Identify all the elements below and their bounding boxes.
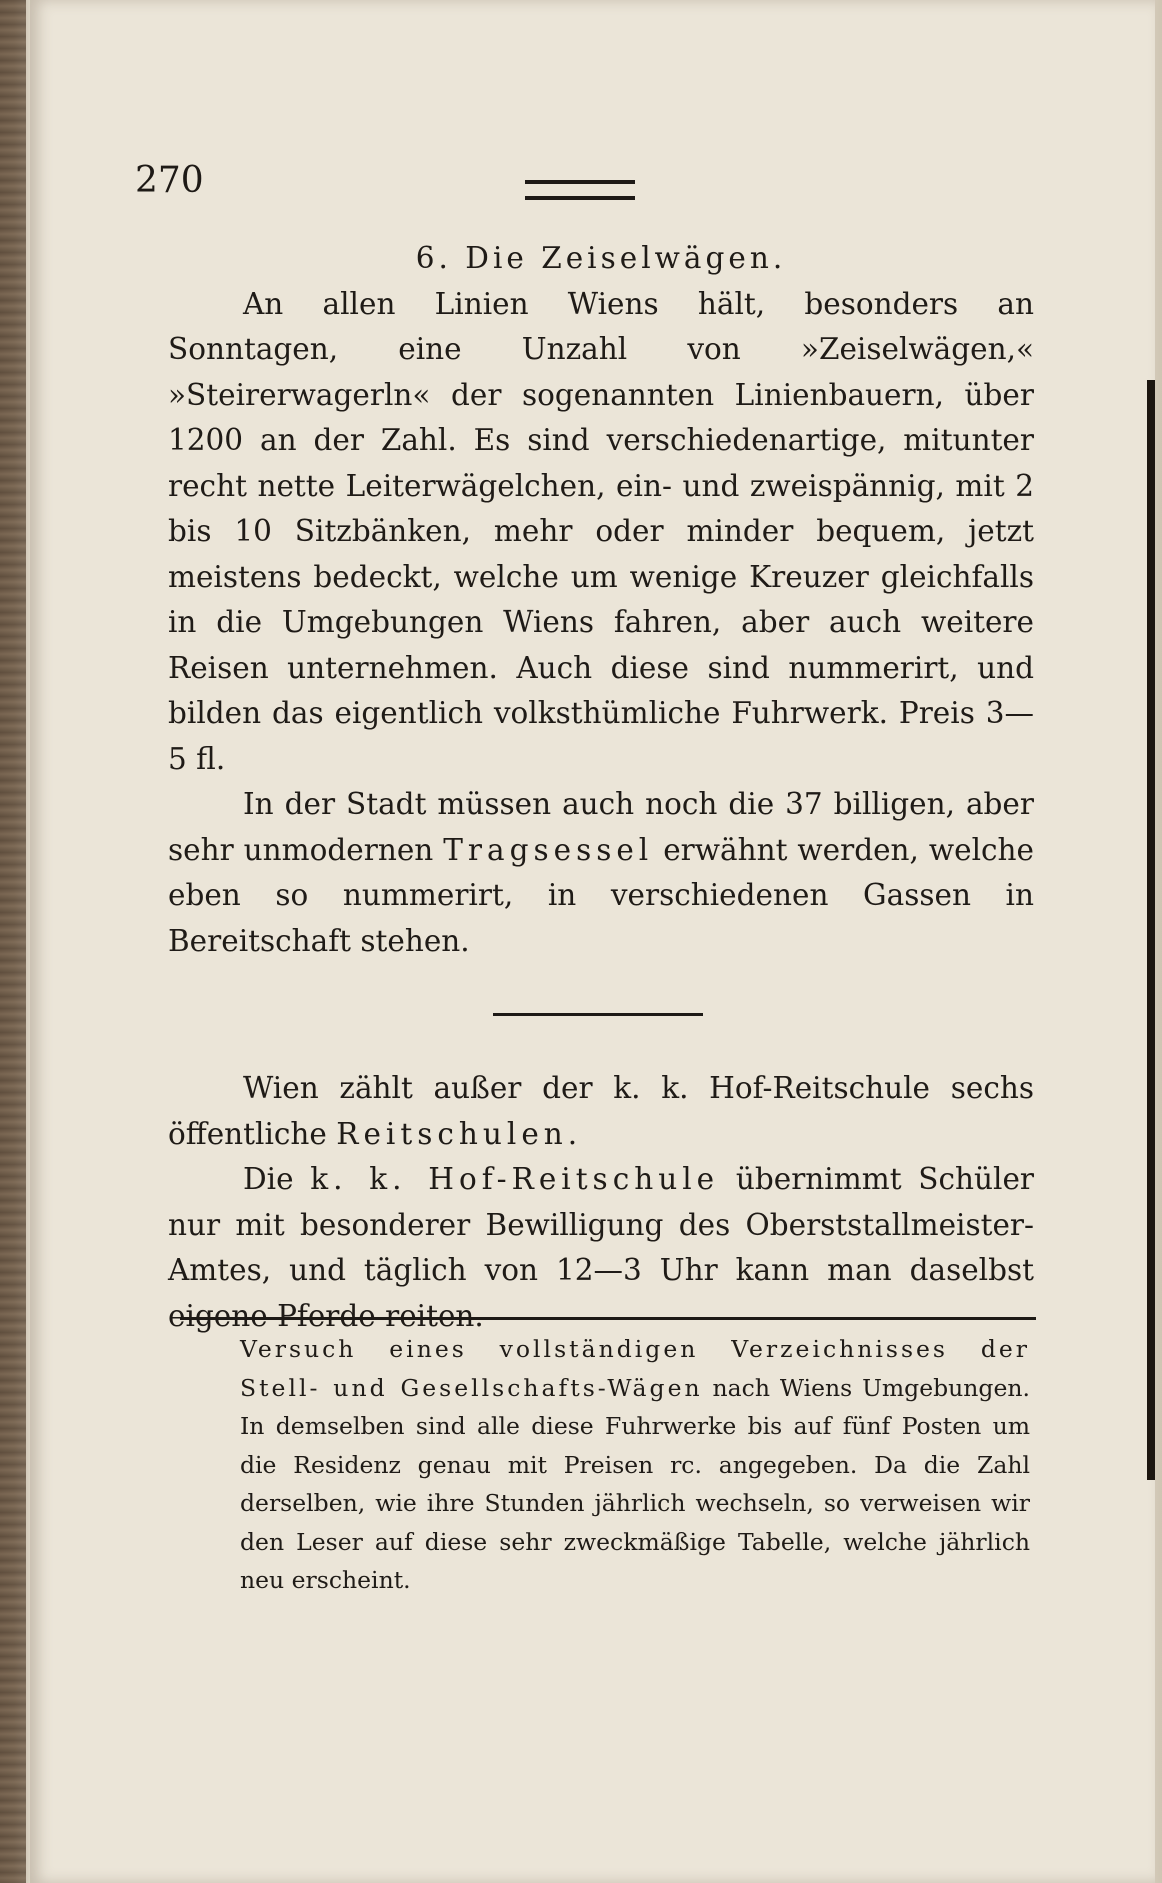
footnote-rule — [180, 1317, 1036, 1320]
paragraph-text-after: . — [567, 1116, 578, 1151]
paragraph-zeiselwaegen — [168, 282, 1034, 783]
paragraph-hof-reitschule — [168, 1157, 1034, 1339]
paragraph-text-before: Die — [243, 1162, 311, 1196]
spaced-term-tragsessel: Tragsessel — [443, 832, 654, 867]
spaced-term-reitschulen: Reitschulen — [336, 1116, 568, 1151]
paragraph-text: An allen Linien Wiens hält, besonders an Sonntagen, eine Unzahl von »Zeiselwägen,« »Steirerwagerln« der sogenannten Linienbauern, über 1200 an der Zahl. Es sind verschiedenartige, mitunter recht nette Leiterwägelchen, ein- und zweispännig, mit 2 bis 10 Sitzbänken, mehr oder minder bequem, jetzt meistens bedeckt, welche um wenige Kreuzer gleichfalls in die Umgebungen Wiens fahren, aber auch weitere Reisen unternehmen. Auch diese sind nummerirt, und bilden das eigentlich volksthümliche Fuhrwerk. Preis 3—5 fl. — [168, 286, 1034, 776]
section-heading: 6. Die Zeiselwägen. — [415, 241, 787, 275]
footnote — [240, 1330, 1030, 1600]
page-edge-shadow — [1147, 380, 1155, 1480]
paragraph-tragsessel — [168, 782, 1034, 964]
footnote-text: nach Wiens Umgebungen. In demselben sind alle diese Fuhrwerke bis auf fünf Posten um die Residenz genau mit Preisen rc. angegeben. Da die Zahl derselben, wie ihre Stunden jährlich wechseln, so verweisen wir den Leser auf diese sehr zweckmäßige Tabelle, welche jährlich neu erscheint. — [240, 1373, 1030, 1594]
paragraph-text-before: Wien zählt außer der k. k. Hof-Reitschule sechs öffentliche — [168, 1071, 1034, 1151]
page-number: 270 — [135, 160, 204, 201]
paragraph-text-after: erwähnt werden, welche eben so nummerirt, in verschiedenen Gassen in Bereitschaft stehen. — [168, 832, 1034, 958]
footnote-spaced-title: Versuch eines vollständigen Verzeichnisses der Stell- und Gesellschafts-Wägen — [240, 1335, 1030, 1402]
spaced-term-hof-reitschule: k. k. Hof-Reitschule — [310, 1162, 720, 1196]
paragraph-reitschulen — [168, 1066, 1034, 1157]
body-text — [168, 236, 1034, 1339]
header-double-rule — [525, 180, 635, 200]
book-spine — [0, 0, 26, 1883]
paragraph-text-after: übernimmt Schüler nur mit besonderer Bewilligung des Oberststallmeister-Amtes, und täglich von 12—3 Uhr kann man daselbst eigene Pferde reiten. — [168, 1162, 1035, 1333]
paragraph-text-before: In der Stadt müssen auch noch die 37 billigen, aber sehr unmodernen — [168, 787, 1034, 867]
section-divider — [493, 1013, 703, 1016]
